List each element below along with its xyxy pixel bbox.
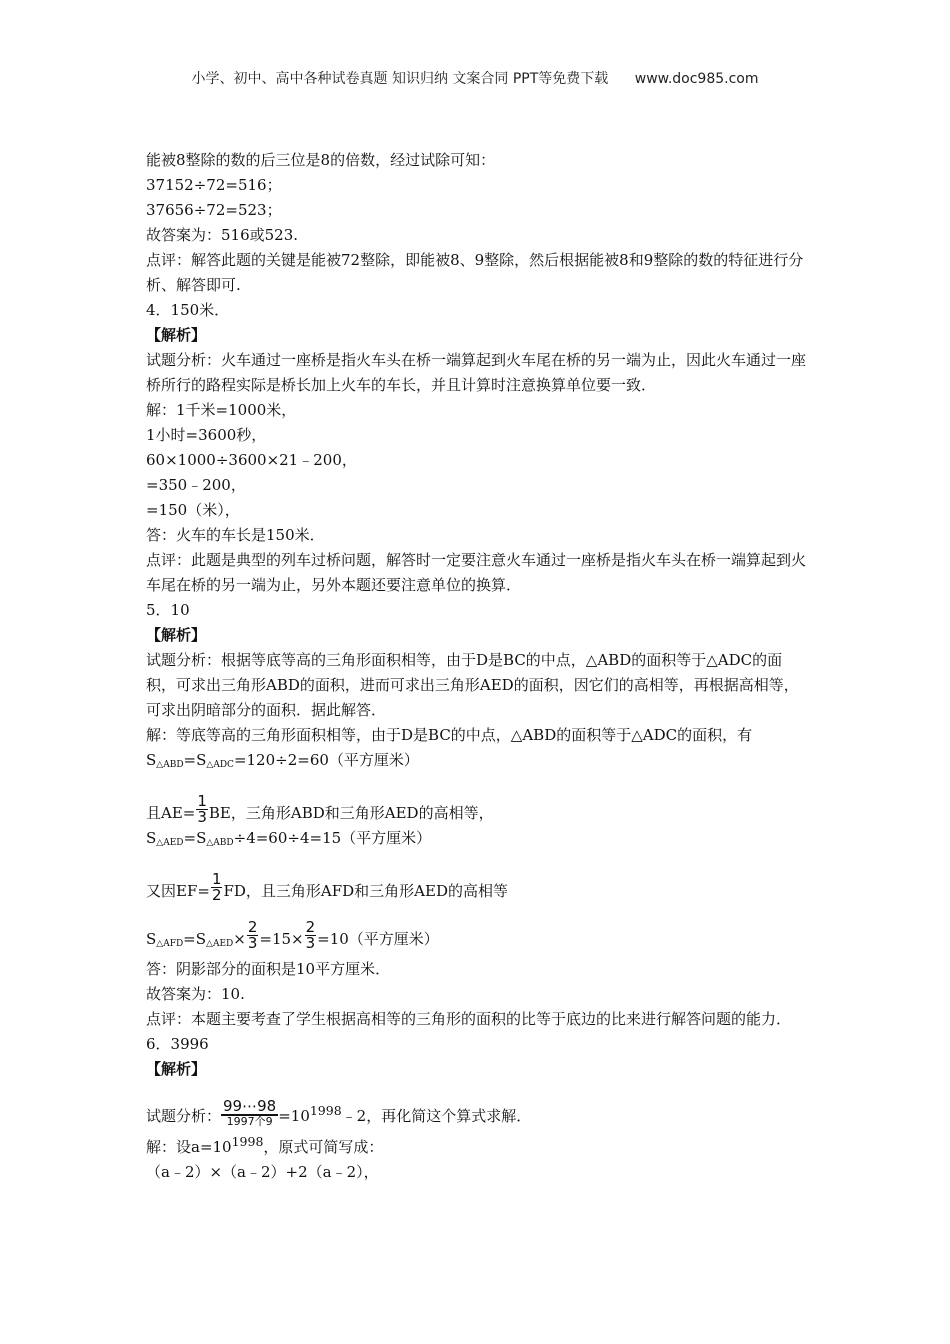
header-text: 小学、初中、高中各种试卷真题 知识归纳 文案合同 PPT等免费下载 (191, 71, 609, 87)
fraction: $\frac{2}{3}$ (305, 918, 316, 952)
solution-line: 解：1千米=1000米， (146, 401, 297, 419)
solution-line: =350﹣200， (146, 476, 246, 494)
solution-line: 解：设$a=10^{1998}$，原式可简写成： (146, 1134, 384, 1156)
answer-line: 故答案为：516或523. (146, 226, 299, 244)
analysis-paragraph: 试题分析：根据等底等高的三角形面积相等，由于D是BC的中点，△ABD的面积等于△ADC的面积，可求出三角形ABD的面积，进而可求出三角形AED的面积，因它们的高相等，再根据高相等，可求出阴暗部分的面积．据此解答． (146, 651, 799, 719)
solution-line: 1小时=3600秒， (146, 426, 267, 444)
question-5-heading: 5．10 (146, 601, 190, 619)
solution-paragraph: 解：等底等高的三角形面积相等，由于D是BC的中点，△ABD的面积等于△ADC的面积，有 (146, 726, 753, 744)
equation-line: $S_{\triangle AFD}=S_{\triangle AED}\times$ $\frac{2}{3}$ =15× $\frac{2}{3}$ =10（平方厘米） (146, 918, 439, 952)
text-line: 37656÷72=523； (146, 201, 282, 219)
question-4-heading: 4．150米． (146, 301, 230, 319)
question-6-heading: 6．3996 (146, 1035, 209, 1053)
comment-paragraph: 点评：解答此题的关键是能被72整除，即能被8、9整除，然后根据能被8和9整除的数的特征进行分析、解答即可. (146, 251, 804, 294)
document-body (146, 148, 811, 1185)
fraction: $\frac{2}{3}$ (247, 918, 258, 952)
fraction: $\frac{1}{3}$ (197, 792, 207, 826)
equation-line: $S_{\triangle ABD}=S_{\triangle ADC}=120\div 2=60$（平方厘米） (146, 751, 419, 770)
equation-line: 且AE= $\frac{1}{3}$ BE，三角形ABD和三角形AED的高相等， (146, 792, 494, 826)
equation-line: $S_{\triangle AED}=S_{\triangle ABD}\div 4=60\div 4=15$（平方厘米） (146, 829, 432, 848)
text-line: 37152÷72=516； (146, 176, 282, 194)
page-header (0, 68, 950, 88)
solution-line: =150（米）， (146, 501, 240, 519)
comment-paragraph: 点评：本题主要考查了学生根据高相等的三角形的面积的比等于底边的比来进行解答问题的能力． (146, 1010, 792, 1028)
answer-line: 故答案为：10. (146, 985, 245, 1003)
solution-line: 60×1000÷3600×21﹣200， (146, 451, 357, 469)
analysis-paragraph: 试题分析：火车通过一座桥是指火车头在桥一端算起到火车尾在桥的另一端为止，因此火车通过一座桥所行的路程实际是桥长加上火车的车长，并且计算时注意换算单位要一致． (146, 351, 807, 394)
underbrace-number: 99⋯98 1997个9 (223, 1097, 277, 1128)
solution-line: （a﹣2）×（a﹣2）+2（a﹣2）， (146, 1163, 379, 1181)
equation-line: 又因EF= $\frac{1}{2}$ FD，且三角形AFD和三角形AED的高相等 (146, 870, 508, 904)
answer-line: 答：火车的车长是150米． (146, 526, 325, 544)
header-url[interactable]: www.doc985.com (634, 71, 759, 87)
analysis-tag: 【解析】 (146, 1060, 207, 1078)
equation-line: 试题分析： 99⋯98 1997个9 $=10^{1998}﹣2$，再化简这个算式求解． (146, 1097, 532, 1128)
comment-paragraph: 点评：此题是典型的列车过桥问题，解答时一定要注意火车通过一座桥是指火车头在桥一端算起到火车尾在桥的另一端为止，另外本题还要注意单位的换算． (146, 551, 807, 594)
text-line: 能被8整除的数的后三位是8的倍数，经过试除可知： (146, 151, 496, 169)
analysis-tag: 【解析】 (146, 626, 207, 644)
fraction: $\frac{1}{2}$ (211, 870, 222, 904)
analysis-tag: 【解析】 (146, 326, 207, 344)
answer-line: 答：阴影部分的面积是10平方厘米． (146, 960, 391, 978)
